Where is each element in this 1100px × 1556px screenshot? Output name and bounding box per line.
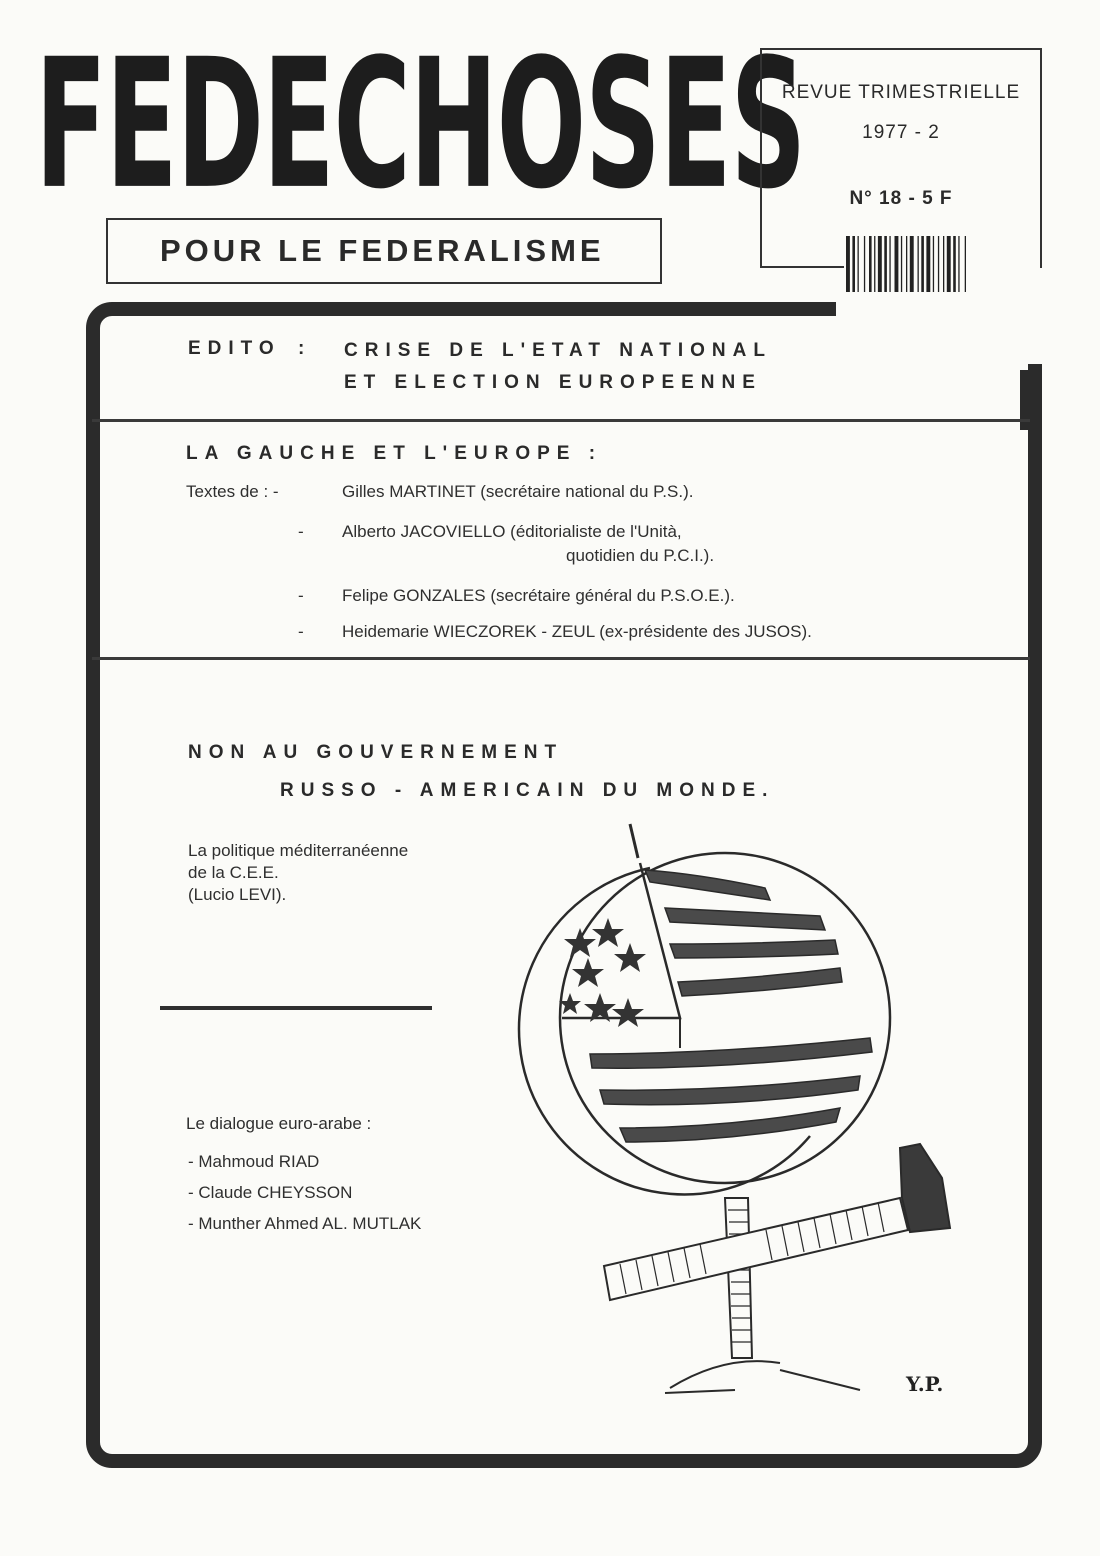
dialogue-item: - Mahmoud RIAD [188, 1152, 320, 1171]
dialogue-item: - Munther Ahmed AL. MUTLAK [188, 1214, 422, 1233]
edito-title-line1: CRISE DE L'ETAT NATIONAL [344, 340, 772, 361]
globe-flag-hammer-sickle-icon [480, 818, 1000, 1418]
edito-label: EDITO [188, 338, 281, 359]
dialogue-title: Le dialogue euro-arabe : [186, 1114, 372, 1133]
textes-de-label: Textes de : - [186, 482, 279, 501]
dialogue-item: - Claude CHEYSSON [188, 1183, 353, 1202]
info-box-underline [760, 266, 844, 268]
section-divider [92, 419, 1030, 422]
frame-notch [836, 292, 1046, 364]
headline-line2: RUSSO - AMERICAIN DU MONDE. [280, 780, 775, 801]
publication-type: REVUE TRIMESTRIELLE [781, 82, 1021, 103]
gauche-section-title: LA GAUCHE ET L'EUROPE : [186, 443, 603, 464]
list-dash: - [298, 622, 304, 641]
author-item: Felipe GONZALES (secrétaire général du P.S.O.E.). [342, 586, 735, 605]
edito-colon: : [298, 338, 312, 359]
author-item: Gilles MARTINET (secrétaire national du P.S.). [342, 482, 694, 501]
edito-title-line2: ET ELECTION EUROPEENNE [344, 372, 762, 393]
author-item: Heidemarie WIECZOREK - ZEUL (ex-présidente des JUSOS). [342, 622, 812, 641]
illustrator-signature: Y.P. [906, 1372, 944, 1396]
politique-line: de la C.E.E. [188, 863, 279, 882]
section-divider [92, 657, 1030, 660]
headline-line1: NON AU GOUVERNEMENT [188, 742, 564, 763]
masthead-subtitle: POUR LE FEDERALISME [106, 218, 662, 284]
author-item: Alberto JACOVIELLO (éditorialiste de l'Unità, [342, 522, 682, 541]
author-item-continuation: quotidien du P.C.I.). [566, 546, 715, 565]
article-separator [160, 1006, 432, 1010]
list-dash: - [298, 522, 304, 541]
politique-line: (Lucio LEVI). [188, 885, 287, 904]
politique-article [188, 840, 408, 906]
issue-info-box [760, 48, 1042, 268]
publication-year: 1977 - 2 [862, 122, 940, 143]
issue-number: N° 18 - 5 F [849, 188, 953, 209]
masthead-title: FEDECHOSES [34, 21, 806, 229]
politique-line: La politique méditerranéenne [188, 841, 409, 860]
list-dash: - [298, 586, 304, 605]
